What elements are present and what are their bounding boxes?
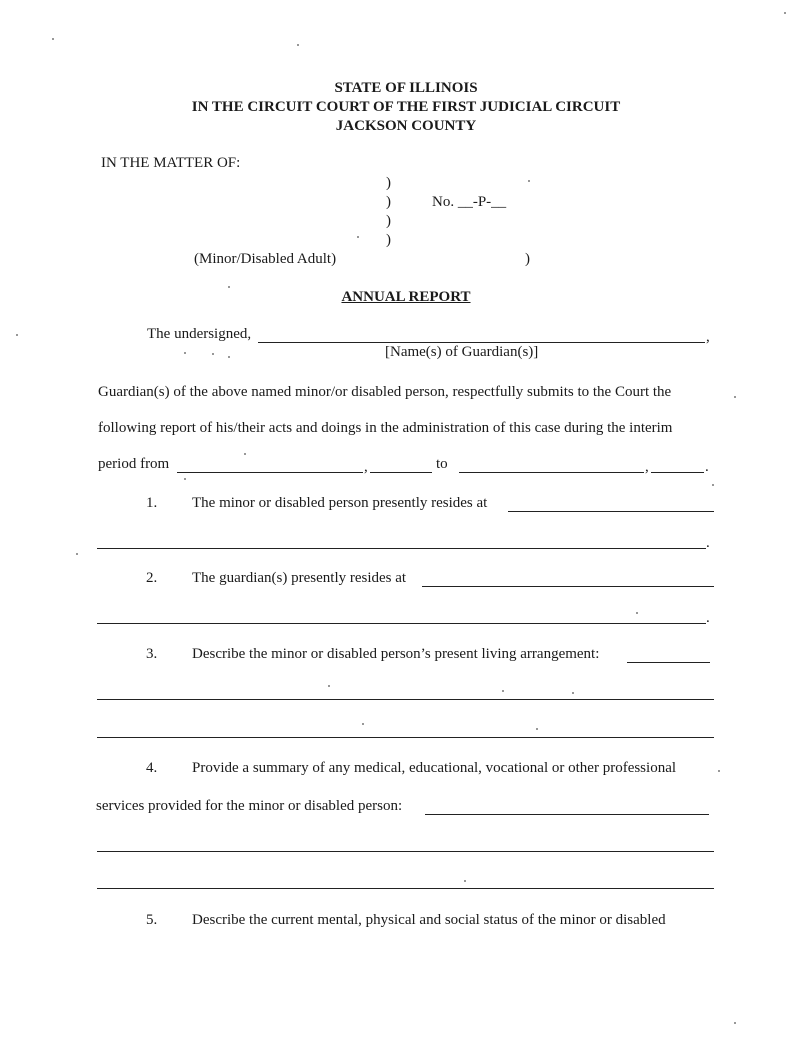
matter-label: IN THE MATTER OF: xyxy=(101,155,241,171)
comma: , xyxy=(364,459,368,475)
caption-paren: ) xyxy=(386,232,391,248)
scan-speck xyxy=(362,723,364,725)
living-arrangement-field-line2[interactable] xyxy=(97,699,714,700)
scan-speck xyxy=(52,38,54,40)
item-text: Describe the minor or disabled person’s present living arrangement: xyxy=(192,646,600,662)
services-summary-field[interactable] xyxy=(425,814,709,815)
case-number xyxy=(432,194,506,211)
scan-speck xyxy=(228,286,230,288)
scan-speck xyxy=(212,353,214,355)
caption-paren: ) xyxy=(386,175,391,191)
services-summary-field-line3[interactable] xyxy=(97,888,714,889)
court-circuit-heading: IN THE CIRCUIT COURT OF THE FIRST JUDICIAL CIRCUIT xyxy=(191,99,621,115)
period-from-date-field[interactable] xyxy=(177,472,363,473)
case-number-label: No. xyxy=(432,194,455,210)
scan-speck xyxy=(528,180,530,182)
period-from-label: period from xyxy=(98,456,170,472)
guardian-name-caption: [Name(s) of Guardian(s)] xyxy=(385,344,539,360)
scan-speck xyxy=(184,478,186,480)
item-number: 3. xyxy=(146,646,158,662)
scan-speck xyxy=(228,356,230,358)
item-text: Describe the current mental, physical and social status of the minor or disabled xyxy=(192,912,666,928)
intro-paragraph-line: Guardian(s) of the above named minor/or disabled person, respectfully submits to the Court the xyxy=(98,384,672,400)
item-text-continued: services provided for the minor or disabled person: xyxy=(96,798,403,814)
period-mark: . xyxy=(705,459,709,475)
scan-speck xyxy=(502,690,504,692)
period-mark: . xyxy=(706,535,710,551)
scan-speck xyxy=(357,236,359,238)
item-number: 1. xyxy=(146,495,158,511)
scan-speck xyxy=(734,396,736,398)
party-label: (Minor/Disabled Adult) xyxy=(194,251,337,267)
item-text: The minor or disabled person presently resides at xyxy=(192,495,488,511)
caption-paren: ) xyxy=(525,251,530,267)
scan-speck xyxy=(572,692,574,694)
item-text: The guardian(s) presently resides at xyxy=(192,570,407,586)
undersigned-label: The undersigned, xyxy=(147,326,252,342)
caption-paren: ) xyxy=(386,213,391,229)
court-state-heading: STATE OF ILLINOIS xyxy=(334,80,478,96)
guardian-residence-field[interactable] xyxy=(422,586,714,587)
period-mark: . xyxy=(706,610,710,626)
scan-speck xyxy=(636,612,638,614)
services-summary-field-line2[interactable] xyxy=(97,851,714,852)
scan-speck xyxy=(244,453,246,455)
caption-paren: ) xyxy=(386,194,391,210)
scan-speck xyxy=(536,728,538,730)
comma: , xyxy=(645,459,649,475)
case-number-value: __-P-__ xyxy=(457,194,507,210)
scan-speck xyxy=(184,352,186,354)
period-to-label: to xyxy=(436,456,448,472)
item-number: 4. xyxy=(146,760,158,776)
scan-speck xyxy=(734,1022,736,1024)
item-number: 2. xyxy=(146,570,158,586)
scan-speck xyxy=(464,880,466,882)
document-title: ANNUAL REPORT xyxy=(341,289,471,305)
guardian-residence-field-continued[interactable] xyxy=(97,623,706,624)
guardian-name-field[interactable] xyxy=(258,342,705,343)
living-arrangement-field[interactable] xyxy=(627,662,710,663)
scan-speck xyxy=(297,44,299,46)
court-county-heading: JACKSON COUNTY xyxy=(335,118,477,134)
scan-speck xyxy=(328,685,330,687)
item-number: 5. xyxy=(146,912,158,928)
scan-speck xyxy=(712,484,714,486)
living-arrangement-field-line3[interactable] xyxy=(97,737,714,738)
minor-residence-field-continued[interactable] xyxy=(97,548,706,549)
scan-speck xyxy=(784,12,786,14)
comma: , xyxy=(706,329,710,345)
period-from-year-field[interactable] xyxy=(370,472,432,473)
scan-speck xyxy=(718,770,720,772)
minor-residence-field[interactable] xyxy=(508,511,714,512)
item-text: Provide a summary of any medical, educational, vocational or other professional xyxy=(192,760,677,776)
scan-speck xyxy=(76,553,78,555)
period-to-date-field[interactable] xyxy=(459,472,644,473)
period-to-year-field[interactable] xyxy=(651,472,704,473)
scan-speck xyxy=(16,334,18,336)
intro-paragraph-line: following report of his/their acts and doings in the administration of this case during the interim xyxy=(98,420,673,436)
